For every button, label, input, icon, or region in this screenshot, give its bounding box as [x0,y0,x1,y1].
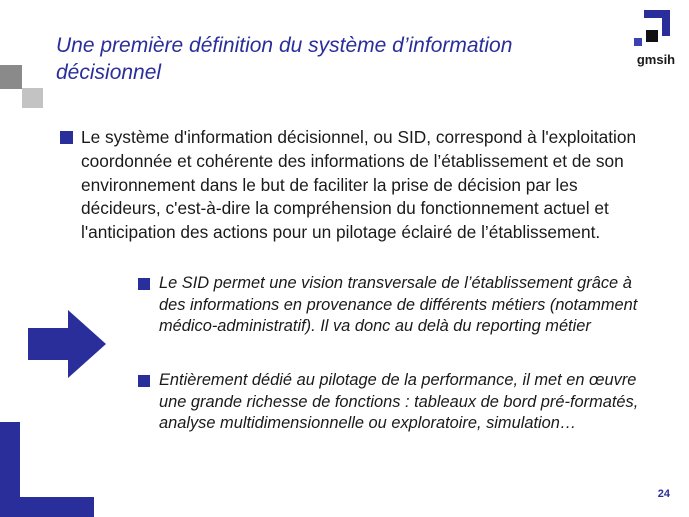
arrow-right-icon [28,310,106,378]
gmsih-logo-icon [632,8,680,52]
gmsih-logo [632,8,680,74]
bullet-square-icon [138,375,150,387]
sub-bullet-text: Le SID permet une vision transversale de l’établissement grâce à des informations en provenance de différents métiers (notamment médico-administratif). Il va donc au delà du reporting métier [159,274,638,335]
decor-square-light [22,88,43,108]
bullet-main-text: Le système d'information décisionnel, ou SID, correspond à l'exploitation coordonnée et cohérente des informations de l’établissement et de son environnement dans le but de faciliter la prise de décision par les décideurs, c'est-à-dire la compréhension du fonctionnement actuel et l'anticipation des actions pour un pilotage éclairé de l’établissement. [81,127,637,243]
slide-title: Une première définition du système d’information décisionnel [56,34,513,84]
bullet-main [60,126,640,245]
decor-square-dark [0,65,22,89]
bullet-square-icon [138,278,150,290]
bullet-square-icon [60,131,73,144]
sub-bullet-text: Entièrement dédié au pilotage de la performance, il met en œuvre une grande richesse de fonctions : tableaux de bord pré-formatés, analyse multidimensionnelle ou exploratoire, simulation… [159,371,639,432]
sub-bullet [138,273,658,338]
page-number: 24 [657,488,670,500]
logo-text: gmsih [636,52,676,67]
corner-decoration [0,422,94,517]
sub-bullet [138,370,658,435]
